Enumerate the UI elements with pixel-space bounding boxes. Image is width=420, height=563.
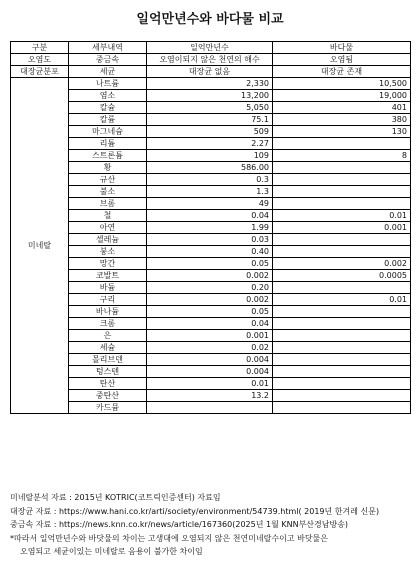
mineral-name: 몰리브덴 <box>69 354 147 366</box>
seawater-value: 0.002 <box>273 258 411 270</box>
seawater-value <box>273 186 411 198</box>
table-row <box>11 150 411 162</box>
mineral-name: 바나듐 <box>69 306 147 318</box>
water-value: 0.20 <box>147 282 273 294</box>
water-value: 대장균 없음 <box>147 66 273 78</box>
mineral-name: 황 <box>69 162 147 174</box>
water-value: 75.1 <box>147 114 273 126</box>
mineral-name: 아연 <box>69 222 147 234</box>
seawater-value: 19,000 <box>273 90 411 102</box>
table-row <box>11 246 411 258</box>
seawater-value: 0.001 <box>273 222 411 234</box>
header-water: 일억만년수 <box>147 42 273 54</box>
mineral-category: 미네랄 <box>11 78 69 414</box>
mineral-name: 은 <box>69 330 147 342</box>
mineral-name: 칼슘 <box>69 102 147 114</box>
seawater-value <box>273 390 411 402</box>
water-value: 0.001 <box>147 330 273 342</box>
seawater-value <box>273 174 411 186</box>
table-row <box>11 138 411 150</box>
seawater-value <box>273 402 411 414</box>
mineral-name: 셀레늄 <box>69 234 147 246</box>
header-detail: 세부내역 <box>69 42 147 54</box>
page-title: 일억만년수와 바다물 비교 <box>136 12 284 27</box>
mineral-name: 카드뮴 <box>69 402 147 414</box>
seawater-value <box>273 234 411 246</box>
note-line: 오염되고 세균이있는 미네랄로 음용이 불가한 차이임 <box>20 547 203 556</box>
table-row <box>11 402 411 414</box>
mineral-name: 나트륨 <box>69 78 147 90</box>
mineral-name: 코발트 <box>69 270 147 282</box>
header-seawater: 바다물 <box>273 42 411 54</box>
seawater-value: 오염됨 <box>273 54 411 66</box>
table-header-row <box>11 42 411 54</box>
mineral-name: 바듐 <box>69 282 147 294</box>
seawater-value <box>273 162 411 174</box>
seawater-value: 대장균 존재 <box>273 66 411 78</box>
table-row <box>11 390 411 402</box>
seawater-value <box>273 198 411 210</box>
seawater-value <box>273 282 411 294</box>
mineral-name: 구리 <box>69 294 147 306</box>
table-row <box>11 114 411 126</box>
row-detail: 세균 <box>69 66 147 78</box>
table-row-bacteria <box>11 66 411 78</box>
water-value: 0.05 <box>147 306 273 318</box>
water-value: 0.02 <box>147 342 273 354</box>
seawater-value <box>273 306 411 318</box>
water-value: 0.002 <box>147 294 273 306</box>
table-row <box>11 354 411 366</box>
seawater-value <box>273 366 411 378</box>
mineral-name: 불소 <box>69 186 147 198</box>
table-row <box>11 126 411 138</box>
table-row <box>11 102 411 114</box>
seawater-value: 0.0005 <box>273 270 411 282</box>
table-row <box>11 78 411 90</box>
water-value: 0.01 <box>147 378 273 390</box>
row-category: 오염도 <box>11 54 69 66</box>
seawater-value: 10,500 <box>273 78 411 90</box>
table-row <box>11 330 411 342</box>
water-value: 1.3 <box>147 186 273 198</box>
note-line: 중금속 자료 : https://news.knn.co.kr/news/article/167360(2025년 1월 KNN부산경남방송) <box>10 520 349 529</box>
table-row <box>11 186 411 198</box>
table-row <box>11 90 411 102</box>
seawater-value: 8 <box>273 150 411 162</box>
water-value <box>147 402 273 414</box>
water-value: 5,050 <box>147 102 273 114</box>
water-value: 1.99 <box>147 222 273 234</box>
table-row <box>11 210 411 222</box>
mineral-name: 규산 <box>69 174 147 186</box>
table-row <box>11 198 411 210</box>
mineral-name: 칼륨 <box>69 114 147 126</box>
table-row <box>11 366 411 378</box>
table-row <box>11 294 411 306</box>
mineral-name: 리튬 <box>69 138 147 150</box>
mineral-name: 붕소 <box>69 246 147 258</box>
water-value: 0.04 <box>147 318 273 330</box>
water-value: 0.3 <box>147 174 273 186</box>
water-value: 586.00 <box>147 162 273 174</box>
mineral-name: 세슘 <box>69 342 147 354</box>
table-row <box>11 174 411 186</box>
seawater-value: 0.01 <box>273 210 411 222</box>
water-value: 오염이되지 않은 천연의 해수 <box>147 54 273 66</box>
seawater-value: 401 <box>273 102 411 114</box>
water-value: 0.004 <box>147 354 273 366</box>
table-row <box>11 162 411 174</box>
source-notes <box>10 491 414 559</box>
table-row <box>11 270 411 282</box>
water-value: 0.04 <box>147 210 273 222</box>
table-row <box>11 222 411 234</box>
mineral-name: 철 <box>69 210 147 222</box>
water-value: 2,330 <box>147 78 273 90</box>
water-value: 0.03 <box>147 234 273 246</box>
water-value: 0.002 <box>147 270 273 282</box>
header-category: 구분 <box>11 42 69 54</box>
seawater-value <box>273 138 411 150</box>
mineral-name: 크롬 <box>69 318 147 330</box>
water-value: 2.27 <box>147 138 273 150</box>
mineral-name: 중탄산 <box>69 390 147 402</box>
table-row <box>11 306 411 318</box>
water-value: 109 <box>147 150 273 162</box>
seawater-value <box>273 354 411 366</box>
note-line: *따라서 일억만년수와 바닷물의 차이는 고생대에 오염되지 않은 천연미네랄수이고 바닷물은 <box>10 533 329 543</box>
water-value: 13.2 <box>147 390 273 402</box>
water-value: 0.004 <box>147 366 273 378</box>
water-value: 0.40 <box>147 246 273 258</box>
mineral-name: 염소 <box>69 90 147 102</box>
row-category: 대장균분포 <box>11 66 69 78</box>
table-row <box>11 342 411 354</box>
table-row <box>11 318 411 330</box>
seawater-value <box>273 342 411 354</box>
mineral-name: 브롬 <box>69 198 147 210</box>
table-row <box>11 282 411 294</box>
mineral-name: 스트론튬 <box>69 150 147 162</box>
water-value: 13,200 <box>147 90 273 102</box>
seawater-value <box>273 246 411 258</box>
table-row <box>11 234 411 246</box>
water-value: 49 <box>147 198 273 210</box>
seawater-value: 380 <box>273 114 411 126</box>
note-line: 미네랄분석 자료 : 2015년 KOTRIC(코트릭인증센터) 자료임 <box>10 493 221 502</box>
row-detail: 중금속 <box>69 54 147 66</box>
mineral-name: 마그네슘 <box>69 126 147 138</box>
table-row-pollution <box>11 54 411 66</box>
comparison-table <box>10 41 411 414</box>
water-value: 509 <box>147 126 273 138</box>
note-line: 대장균 자료 : https://www.hani.co.kr/arti/society/environment/54739.html( 2019년 한겨레 신문) <box>10 506 380 516</box>
water-value: 0.05 <box>147 258 273 270</box>
table-row <box>11 378 411 390</box>
seawater-value <box>273 318 411 330</box>
mineral-name: 텅스텐 <box>69 366 147 378</box>
mineral-name: 탄산 <box>69 378 147 390</box>
mineral-name: 망간 <box>69 258 147 270</box>
table-row <box>11 258 411 270</box>
seawater-value <box>273 378 411 390</box>
seawater-value: 0.01 <box>273 294 411 306</box>
seawater-value <box>273 330 411 342</box>
seawater-value: 130 <box>273 126 411 138</box>
